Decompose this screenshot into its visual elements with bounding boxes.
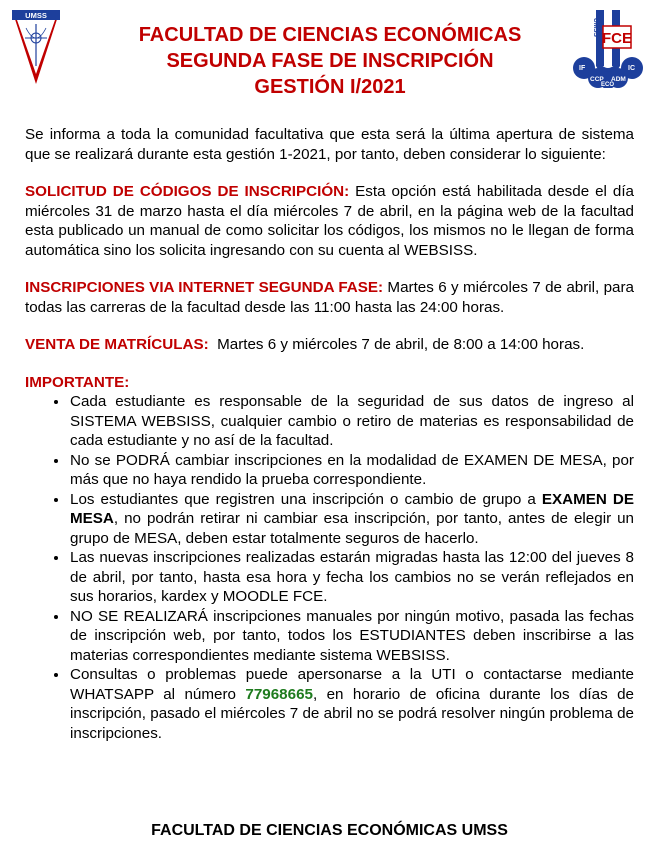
section-inscripciones — [25, 278, 634, 317]
important-item-3-bold: EXAMEN DE MESA — [70, 490, 635, 527]
important-item-6 — [69, 665, 634, 743]
important-item-4: • Las nuevas inscripciones realizadas estarán migradas hasta las 12:00 del jueves 8 de abril, por tanto, hasta esa hora y fecha los cambios no se verán reflejados en sus horarios, kardex y MOODLE FCE. — [69, 548, 634, 607]
fce-logo-side-text: UMSS — [592, 18, 599, 37]
important-item-3 — [69, 490, 634, 549]
section-codigos-heading: SOLICITUD DE CÓDIGOS DE INSCRIPCIÓN: — [25, 183, 350, 200]
important-item-3-text-end: , no podrán retirar ni cambiar esa inscripción, por tanto, antes de elegir un grupo de MESA, deben estar totalmente seguros de hacerlo. — [70, 510, 634, 547]
intro-paragraph: Se informa a toda la comunidad facultativa que esta será la última apertura de sistema que se realizará durante esta gestión 1-2021, por tanto, deben considerar lo siguiente: — [25, 126, 634, 163]
section-matriculas-body: Martes 6 y miércoles 7 de abril, de 8:00 a 14:00 horas. — [208, 336, 585, 353]
section-codigos-body: Esta opción está habilitada desde el día miércoles 31 de marzo hasta el día miércoles 7 de abril, en la página web de la facultad esta publicado un manual de como solicitar los códigos, los mismos no le llegan de forma automática sino los solicita ingresando con su cuenta al WEBSISS. — [25, 183, 634, 259]
important-item-1: • Cada estudiante es responsable de la seguridad de sus datos de ingreso al SISTEMA WEBSISS, cualquier cambio o retiro de materias es responsabilidad de cada estudiante y no así de la facultad. — [69, 392, 634, 451]
important-item-5: • NO SE REALIZARÁ inscripciones manuales por ningún motivo, pasada las fechas de inscripción web, por tanto, todos los ESTUDIANTES deben inscribirse a las materias correspondientes mediante sistema WEBSISS. — [69, 607, 634, 666]
document-title — [80, 22, 580, 100]
document-body — [25, 125, 634, 743]
fce-logo-center: FCE — [602, 30, 632, 47]
fce-tag-if: IF — [579, 65, 586, 72]
title-line-3: GESTIÓN I/2021 — [254, 76, 406, 98]
important-heading: IMPORTANTE: — [25, 373, 130, 391]
whatsapp-number: 77968665 — [245, 685, 313, 703]
important-item-6-text: Consultas o problemas puede apersonarse a la UTI o contactarse mediante WHATSAPP al número — [70, 666, 634, 703]
section-inscripciones-body: Martes 6 y miércoles 7 de abril, para todas las carreras de la facultad desde las 11:00 hasta las 24:00 horas. — [25, 279, 634, 316]
footer-signature: FACULTAD DE CIENCIAS ECONÓMICAS UMSS — [151, 822, 508, 839]
important-item-3-text: Los estudiantes que registren una inscripción o cambio de grupo a — [70, 490, 542, 508]
umss-logo — [10, 8, 62, 86]
fce-tag-adm: ADM — [611, 76, 626, 83]
umss-logo-text: UMSS — [25, 11, 47, 20]
section-inscripciones-heading: INSCRIPCIONES VIA INTERNET SEGUNDA FASE: — [25, 279, 384, 296]
section-matriculas — [25, 335, 634, 355]
fce-tag-eco: ECO — [601, 82, 615, 88]
important-list — [25, 392, 634, 743]
title-line-1: FACULTAD DE CIENCIAS ECONÓMICAS — [138, 24, 522, 46]
fce-tag-ccp: CCP — [590, 76, 604, 83]
important-item-2: • No se PODRÁ cambiar inscripciones en la modalidad de EXAMEN DE MESA, por más que no haya rendido la prueba correspondiente. — [69, 451, 634, 490]
important-item-6-text-end: , en horario de oficina durante los días de inscripción, pasado el miércoles 7 de abril no se podrá resolver ningún problema de inscripciones. — [70, 685, 634, 742]
fce-tag-ic: IC — [628, 65, 635, 72]
section-codigos — [25, 182, 634, 260]
title-line-2: SEGUNDA FASE DE INSCRIPCIÓN — [166, 50, 494, 72]
section-matriculas-heading: VENTA DE MATRÍCULAS: — [25, 336, 209, 353]
